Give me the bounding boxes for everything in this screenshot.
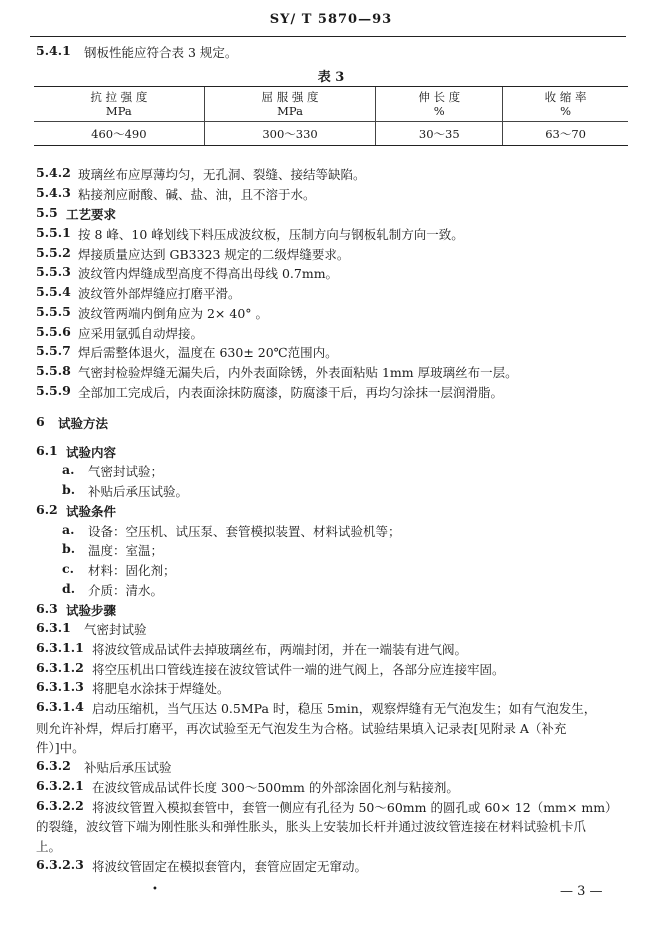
table-header-cell: 收 缩 率 %: [503, 87, 628, 122]
table-cell: 460～490: [91, 127, 147, 141]
clause-heading-6-3-2: 补贴后承压试验: [84, 760, 172, 775]
clause-text-5-5-2: 焊接质量应达到 GB3323 规定的二级焊缝要求。: [78, 247, 350, 262]
clause-number-6-3-2-2: 6.3.2.2: [36, 798, 84, 813]
section-number-6-2: 6.2: [36, 502, 58, 517]
clause-number-6-3-1: 6.3.1: [36, 620, 71, 635]
list-marker: a.: [62, 522, 75, 537]
clause-number-5-5-1: 5.5.1: [36, 225, 71, 240]
clause-text-5-5-3: 波纹管内焊缝成型高度不得高出母线 0.7mm。: [78, 266, 339, 281]
table-header-cell: 屈 服 强 度 MPa: [204, 87, 376, 122]
list-marker: d.: [62, 581, 76, 596]
table-header-cell: 伸 长 度 %: [376, 87, 503, 122]
section-heading-6-3: 试验步骤: [66, 603, 117, 618]
table-header-cell: 抗 拉 强 度 MPa: [34, 87, 204, 122]
clause-text-5-5-1: 按 8 峰、10 峰划线下料压成波纹板，压制方向与钢板轧制方向一致。: [78, 227, 464, 242]
table-header-row: [34, 87, 628, 122]
table-bottom-rule: [34, 145, 628, 146]
clause-number-5-5-8: 5.5.8: [36, 363, 71, 378]
list-marker: b.: [62, 482, 76, 497]
clause-text-5-5-4: 波纹管外部焊缝应打磨平滑。: [78, 286, 241, 301]
list-item: 介质：清水。: [88, 583, 164, 598]
clause-number-5-5-7: 5.5.7: [36, 343, 71, 358]
clause-text-5-4-2: 玻璃丝布应厚薄均匀，无孔洞、裂缝、接结等缺陷。: [78, 167, 366, 182]
clause-text-5-5-8: 气密封检验焊缝无漏失后，内外表面除锈，外表面粘贴 1mm 厚玻璃丝布一层。: [78, 365, 518, 380]
clause-text-6-3-1-4-line1: 启动压缩机，当气压达 0.5MPa 时，稳压 5min，观察焊缝有无气泡发生；如有气泡发生，: [92, 701, 597, 716]
list-item: 气密封试验；: [88, 464, 164, 479]
table-cell: 30～35: [376, 122, 503, 147]
clause-text-6-3-2-2-line2: 的裂缝，波纹管下端为刚性胀头和弹性胀头，胀头上安装加长杆并通过波纹管连接在材料试验机卡爪: [36, 819, 587, 834]
clause-number-6-3-1-3: 6.3.1.3: [36, 679, 84, 694]
list-item: 补贴后承压试验。: [88, 484, 189, 499]
section-heading-6-1: 试验内容: [66, 445, 117, 460]
list-item: 材料：固化剂；: [88, 563, 176, 578]
clause-text-5-5-6: 应采用氩弧自动焊接。: [78, 326, 204, 341]
clause-number-6-3-2: 6.3.2: [36, 758, 71, 773]
clause-text-5-4-1: 钢板性能应符合表 3 规定。: [84, 45, 238, 60]
clause-text-6-3-2-2-line3: 上。: [36, 839, 62, 854]
list-marker: c.: [62, 561, 74, 576]
stray-mark: •: [152, 884, 158, 895]
clause-number-5-5-5: 5.5.5: [36, 304, 71, 319]
clause-number-6-3-1-2: 6.3.1.2: [36, 660, 84, 675]
list-marker: b.: [62, 541, 76, 556]
clause-number-6-3-2-3: 6.3.2.3: [36, 857, 84, 872]
clause-text-6-3-1-1: 将波纹管成品试件去掉玻璃丝布，两端封闭，并在一端装有进气阀。: [92, 642, 468, 657]
clause-heading-6-3-1: 气密封试验: [84, 622, 147, 637]
clause-text-6-3-2-2-line1: 将波纹管置入模拟套管中，套管一侧应有孔径为 50～60mm 的圆孔或 60× 12（mm× mm）: [92, 800, 618, 815]
chapter-heading-6: 试验方法: [58, 416, 109, 431]
clause-number-5-5-2: 5.5.2: [36, 245, 71, 260]
section-heading-6-2: 试验条件: [66, 504, 117, 519]
list-marker: a.: [62, 462, 75, 477]
header-rule: [30, 36, 626, 37]
clause-text-6-3-2-1: 在波纹管成品试件长度 300～500mm 的外部涂固化剂与粘接剂。: [92, 780, 459, 795]
clause-text-6-3-2-3: 将波纹管固定在模拟套管内，套管应固定无窜动。: [92, 859, 368, 874]
page-number: — 3 —: [560, 884, 603, 899]
properties-table: [34, 87, 628, 146]
table-row: [34, 122, 628, 147]
clause-text-6-3-1-4-line2: 则允许补焊，焊后打磨平，再次试验至无气泡发生为合格。试验结果填入记录表[见附录 A（补充: [36, 721, 567, 736]
clause-text-6-3-1-2: 将空压机出口管线连接在波纹管试件一端的进气阀上，各部分应连接牢固。: [92, 662, 505, 677]
clause-number-5-4-3: 5.4.3: [36, 185, 71, 200]
standard-code-header: SY/ T 5870—93: [269, 12, 393, 27]
table-caption: 表 3: [317, 70, 345, 85]
clause-text-5-5-7: 焊后需整体退火，温度在 630± 20℃范围内。: [78, 345, 338, 360]
table-cell: 300～330: [204, 122, 376, 147]
clause-number-5-5-9: 5.5.9: [36, 383, 71, 398]
chapter-number-6: 6: [36, 414, 45, 429]
section-heading-5-5: 工艺要求: [66, 207, 117, 222]
clause-text-5-5-5: 波纹管两端内倒角应为 2× 40° 。: [78, 306, 269, 321]
clause-number-5-4-1: 5.4.1: [36, 43, 71, 58]
section-number-6-1: 6.1: [36, 443, 58, 458]
clause-number-6-3-2-1: 6.3.2.1: [36, 778, 84, 793]
section-number-6-3: 6.3: [36, 601, 58, 616]
clause-number-5-5-3: 5.5.3: [36, 264, 71, 279]
clause-number-5-5-4: 5.5.4: [36, 284, 71, 299]
clause-text-6-3-1-4-line3: 件）]中。: [36, 740, 85, 755]
clause-text-5-4-3: 粘接剂应耐酸、碱、盐、油，且不溶于水。: [78, 187, 316, 202]
clause-text-6-3-1-3: 将肥皂水涂抹于焊缝处。: [92, 681, 230, 696]
list-item: 温度：室温；: [88, 543, 164, 558]
list-item: 设备：空压机、试压泵、套管模拟装置、材料试验机等；: [88, 524, 401, 539]
table-cell: 63～70: [503, 122, 628, 147]
section-number-5-5: 5.5: [36, 205, 58, 220]
clause-number-5-4-2: 5.4.2: [36, 165, 71, 180]
clause-number-6-3-1-1: 6.3.1.1: [36, 640, 84, 655]
clause-number-5-5-6: 5.5.6: [36, 324, 71, 339]
clause-number-6-3-1-4: 6.3.1.4: [36, 699, 84, 714]
clause-text-5-5-9: 全部加工完成后，内表面涂抹防腐漆，防腐漆干后，再均匀涂抹一层润滑脂。: [78, 385, 504, 400]
